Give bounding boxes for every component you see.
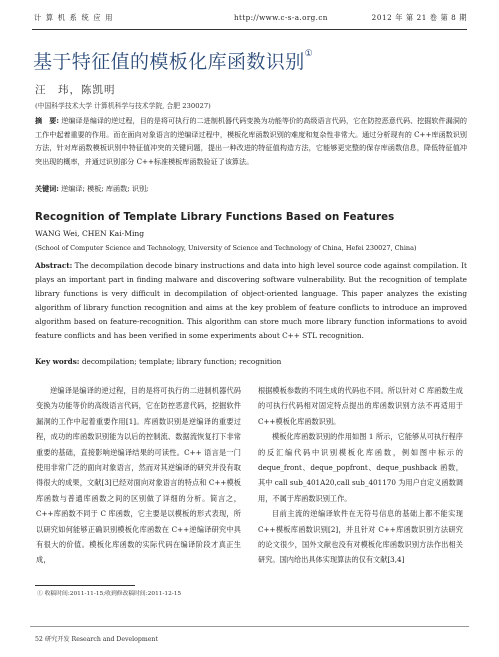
paper-title-text: 基于特征值的模板化库函数识别 bbox=[33, 51, 305, 73]
abstract-cn-text: 逆编译是编译的逆过程，目的是将可执行的二进制机器代码变换为功能等价的高级语言代码，它在防控恶意代码、挖掘软件漏洞的工作中起着重要的作用。而在面向对象语言的逆编译过程中，模板化库函数识别的难度和复杂性非常大。通过分析现有的 C++库函数识别方法，针对库函数模板识别中特征值冲突的关键问题，提出一种改进的特征值构造方法，它能够更完整的保存库函数信息，降低特征值冲突出现的概率，并通过识别部分 C++标准模板库函数验证了该算法。 bbox=[35, 116, 467, 166]
paper-title bbox=[33, 47, 313, 74]
authors: 汪 玮，陈凯明 bbox=[35, 84, 116, 96]
keywords-en bbox=[35, 355, 467, 369]
english-authors: WANG Wei, CHEN Kai-Ming bbox=[35, 229, 145, 238]
footnote-rule bbox=[35, 585, 135, 586]
body-column-left: 逆编译是编译的逆过程，目的是将可执行的二进制机器代码变换为功能等价的高级语言代码，它在防控恶意代码，挖掘软件漏洞的工作中起着重要作用[1]。库函数识别是逆编译的重要过程，成功的库函数识别能为以后的控制流、数据流恢复打下非常重要的基础，直接影响逆编译结果的可读性。C++ 语言是一门使用非常广泛的面向对象语言，然而对其逆编译的研究并没有取得很大的成果，文献[3]已经对面向对象语言的特点和 C++模板库函数与普通库函数之间的区别做了详细的分析。简言之，C++库函数不同于 C 库函数，它主要是以模板的形式表现，所以研究如何能够正确识别模板化库函数在 C++逆编译研究中具有很大的价值。模板化库函数的实际代码在编译阶段才真正生成， bbox=[36, 386, 241, 565]
abstract-en bbox=[35, 259, 467, 343]
title-footnote-mark: ① bbox=[304, 49, 314, 59]
abstract-cn bbox=[35, 114, 467, 168]
running-header bbox=[34, 10, 467, 26]
abstract-en-label: Abstract: bbox=[35, 261, 73, 270]
keywords-cn-label: 关键词: bbox=[35, 184, 59, 193]
keywords-cn bbox=[35, 182, 467, 196]
affiliation: (中国科学技术大学 计算机科学与技术学院, 合肥 230027) bbox=[35, 102, 211, 110]
journal-name: 计 算 机 系 统 应 用 bbox=[34, 13, 114, 22]
header-rule bbox=[32, 29, 467, 30]
journal-url[interactable]: http://www.c-s-a.org.cn bbox=[234, 13, 328, 22]
footer-rule bbox=[30, 626, 469, 627]
footnote: ① 收稿时间:2011-11-15;收到修改稿时间:2011-12-15 bbox=[37, 591, 182, 597]
body-paragraph: 根据模板参数的不同生成的代码也不同。所以针对 C 库函数生成的可执行代码相对固定特点提出的库函数识别方法不再适用于 C++模板化库函数识别。 bbox=[258, 386, 463, 426]
abstract-cn-label: 摘 要: bbox=[35, 116, 59, 125]
english-title: Recognition of Template Library Functions Based on Features bbox=[35, 212, 395, 223]
body-paragraph: 模板化库函数识别的作用如图 1 所示，它能够从可执行程序的反汇编代码中识别模板化库函数，例如图中标示的 deque_front、deque_popfront、deque_pushback 函数，其中 call sub_401A20,call sub_401170 为用户自定义函数调用，不属于库函数识别工作。 bbox=[258, 432, 463, 503]
abstract-en-text: The decompilation decode binary instructions and data into high level source code against compilation. It plays an important part in finding malware and discovering software vulnerability. But the recognition of template library functions is very difficult in decompilation of object-oriented language. This paper analyzes the existing algorithm of library function recognition and aims at the key problem of feature conflicts to introduce an improved algorithm based on feature-recognition. This algorithm can store much more library function informations to avoid feature conflicts and has been verified in some experiments about C++ STL recognition. bbox=[35, 261, 467, 340]
keywords-en-text: decompilation; template; library function; recognition bbox=[79, 357, 282, 366]
keywords-en-label: Key words: bbox=[35, 357, 80, 366]
body-paragraph: 目前主流的逆编译软件在无符号信息的基础上都不能实现 C++模板库函数识别[2]，并且针对 C++库函数识别方法研究的论文很少，国外文献也没有对模板化库函数识别方法作出相关研究。国内给出具体实现算法的仅有文献[3,4] bbox=[258, 509, 463, 565]
body-column-right bbox=[258, 383, 463, 568]
issue-info: 2012 年 第 21 卷 第 8 期 bbox=[371, 13, 467, 22]
english-affiliation: (School of Computer Science and Technology, University of Science and Technology of China, Hefei 230027, China) bbox=[35, 244, 417, 252]
keywords-cn-text: 逆编译; 模板; 库函数; 识别; bbox=[61, 184, 149, 193]
page-footer: 52 研究开发 Research and Development bbox=[35, 636, 158, 643]
